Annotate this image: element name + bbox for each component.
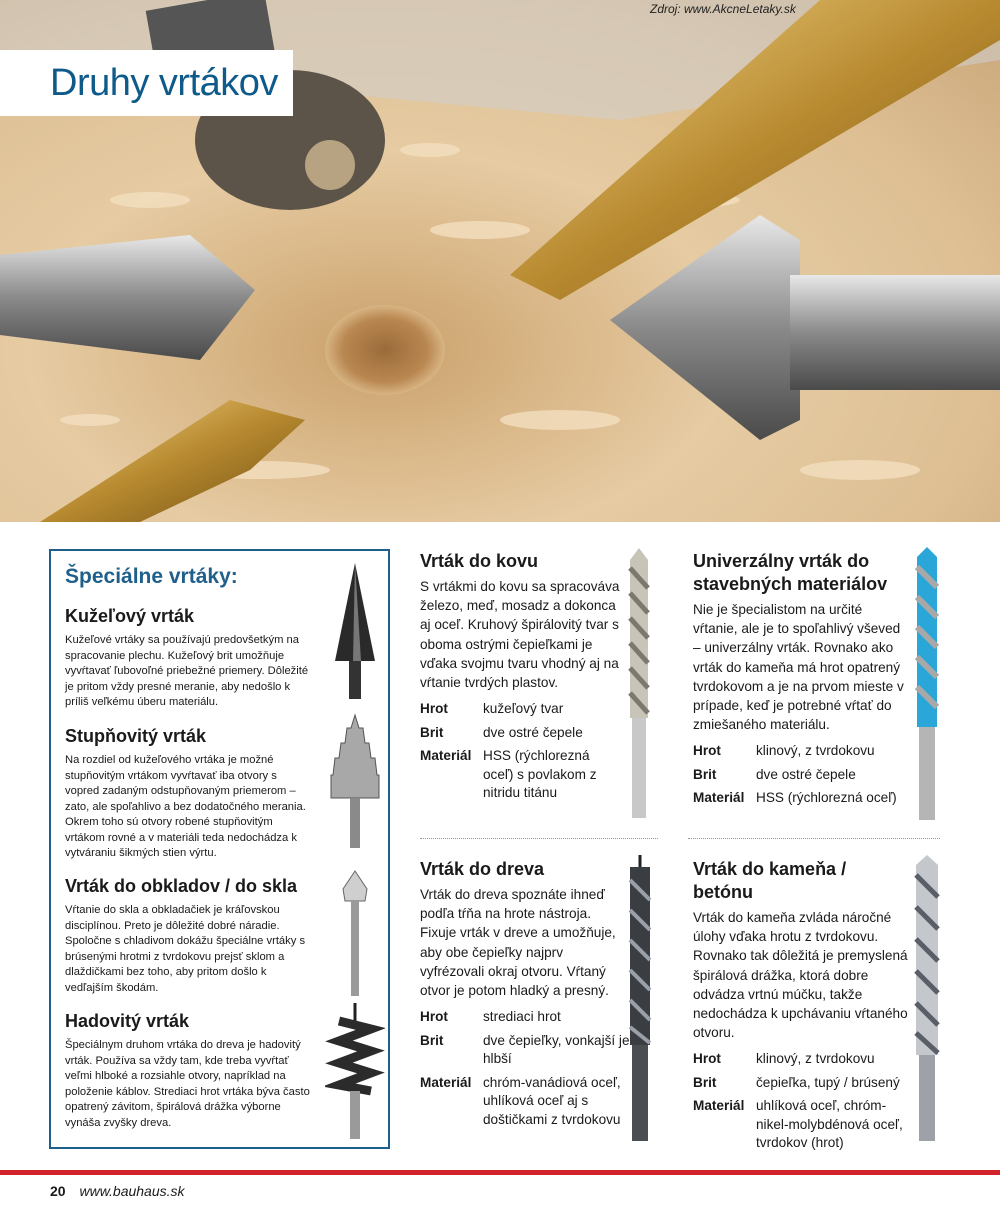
- glass-drill-image: [325, 869, 385, 999]
- source-credit: Zdroj: www.AkcneLetaky.sk: [650, 2, 796, 16]
- spec-row: Hrot strediaci hrot: [420, 1009, 561, 1025]
- footer-url[interactable]: www.bauhaus.sk: [79, 1183, 185, 1199]
- universal-drill-image: [913, 547, 941, 822]
- item-title: Kužeľový vrták: [65, 606, 194, 626]
- section-title: Vrták do kameňa / betónu: [693, 859, 847, 902]
- special-item-glass: [65, 876, 313, 996]
- spec-row: Hrot kužeľový tvar: [420, 701, 564, 717]
- special-item-step: [65, 726, 313, 862]
- page-title: Druhy vrtákov: [50, 62, 278, 104]
- spec-row: Materiál uhlíková oceľ, chróm-nikel-molybdénová oceľ, tvrdokov (hrot): [693, 1098, 903, 1151]
- item-text: Špeciálnym druhom vrtáka do dreva je hadovitý vrták. Používa sa vždy tam, kde treba vyvŕtať veľmi hlboké a rozsiahle otvory, napríklad na položenie káblov. Strediaci hrot vrtáka býva často opatrený závitom, špirálová drážka výborne vynáša zvyšky dreva.: [65, 1039, 310, 1129]
- special-drills-box: [49, 549, 390, 1149]
- spec-row: Brit dve čepieľky, vonkajší je hlbší: [420, 1032, 630, 1067]
- section-title: Vrták do kovu: [420, 551, 539, 571]
- item-text: Na rozdiel od kužeľového vrtáka je možné stupňovitým vrtákom vyvŕtavať iba otvory s vopred zadaným odstupňovaným priemerom – zato, ale spoľahlivo a bez dodatočného merania. Okrem toho sú otvory robené stupňovitým vrtákom rovné a v materiáli teda nedochádza k vytváraniu šikmých stien výrtu.: [65, 754, 306, 859]
- item-text: Kužeľové vrtáky sa používajú predovšetkým na spracovanie plechu. Kužeľový brit umožňuje vyvŕtavať ľubovoľné priebežné priemery. Dôležité je pritom vždy presné meranie, aby nedošlo k príliš veľkému úberu materiálu.: [65, 634, 309, 708]
- item-text: Vŕtanie do skla a obkladačiek je kráľovskou disciplínou. Preto je dôležité dobré náradie. Spoločne s chladivom dokážu špeciálne vrtáky s brúsenými hrotmi z tvrdokovu prejsť sklom a dlaždičkami bez toho, aby pritom došlo k vedľajším škodám.: [65, 904, 306, 994]
- spec-row: Materiál HSS (rýchlorezná oceľ): [693, 790, 897, 806]
- special-item-cone: [65, 606, 313, 711]
- section-desc: S vrtákmi do kovu sa spracováva železo, meď, mosadz a dokonca aj oceľ. Kruhový špirálovitý tvar s oboma ostrými čepieľkami je vďaka svojmu tvaru vhodný aj na vŕtanie tvrdých plastov.: [420, 579, 620, 691]
- spec-row: Brit dve ostré čepele: [693, 766, 856, 782]
- section-stone-drill: [693, 858, 908, 1158]
- section-desc: Vrták do dreva spoznáte ihneď podľa tŕňa na hrote nástroja. Fixuje vrták v dreve a umožňuje, aby obe čepieľky najprv vyfrézovali okraj otvoru. Vŕtaný otvor je potom hladký a presný.: [420, 887, 616, 999]
- section-title: Univerzálny vrták do stavebných materiálov: [693, 551, 888, 594]
- footer: [50, 1183, 185, 1199]
- section-metal-drill: [420, 550, 620, 808]
- divider: [420, 838, 658, 839]
- wood-drill-image: [626, 855, 654, 1143]
- auger-drill-image: [325, 1001, 385, 1141]
- section-wood-drill: [420, 858, 630, 1134]
- spec-row: Brit dve ostré čepele: [420, 724, 583, 740]
- title-box: [0, 50, 293, 116]
- item-title: Stupňovitý vrták: [65, 726, 207, 746]
- cone-drill-image: [325, 561, 385, 701]
- section-universal-drill: [693, 550, 908, 813]
- special-heading: Špeciálne vrtáky:: [65, 565, 238, 588]
- spec-row: Hrot klinový, z tvrdokovu: [693, 743, 875, 759]
- hero-photo: [0, 0, 1000, 522]
- metal-drill-image: [626, 548, 652, 820]
- step-drill-image: [325, 713, 385, 853]
- spec-row: Materiál HSS (rýchlorezná oceľ) s povlakom z nitridu titánu: [420, 748, 597, 801]
- spec-row: Hrot klinový, z tvrdokovu: [693, 1051, 875, 1067]
- divider: [688, 838, 940, 839]
- stone-drill-image: [913, 855, 941, 1143]
- section-desc: Nie je špecialistom na určité vŕtanie, ale je to spoľahlivý vševed – univerzálny vrták. Rovnako ako vrták do kameňa má hrot opatrený tvrdokovom a je na prvom mieste v prípade, keď je potrebné vŕtať do zmiešaného materiálu.: [693, 602, 904, 733]
- spec-row: Materiál chróm-vanádiová oceľ, uhlíková oceľ aj s doštičkami z tvrdokovu: [420, 1074, 621, 1127]
- page-number: 20: [50, 1183, 66, 1199]
- item-title: Hadovitý vrták: [65, 1011, 190, 1031]
- section-desc: Vrták do kameňa zvláda náročné úlohy vďaka hrotu z tvrdokovu. Rovnako tak dôležitá je premyslená špirálová drážka, ktorá dobre odvádza vrtnú múčku, takže nedochádza k upchávaniu vŕtaného otvoru.: [693, 910, 908, 1041]
- item-title: Vrták do obkladov / do skla: [65, 876, 298, 896]
- section-title: Vrták do dreva: [420, 859, 545, 879]
- special-item-auger: [65, 1011, 313, 1131]
- footer-bar: [0, 1170, 1000, 1175]
- spec-row: Brit čepieľka, tupý / brúsený: [693, 1074, 900, 1090]
